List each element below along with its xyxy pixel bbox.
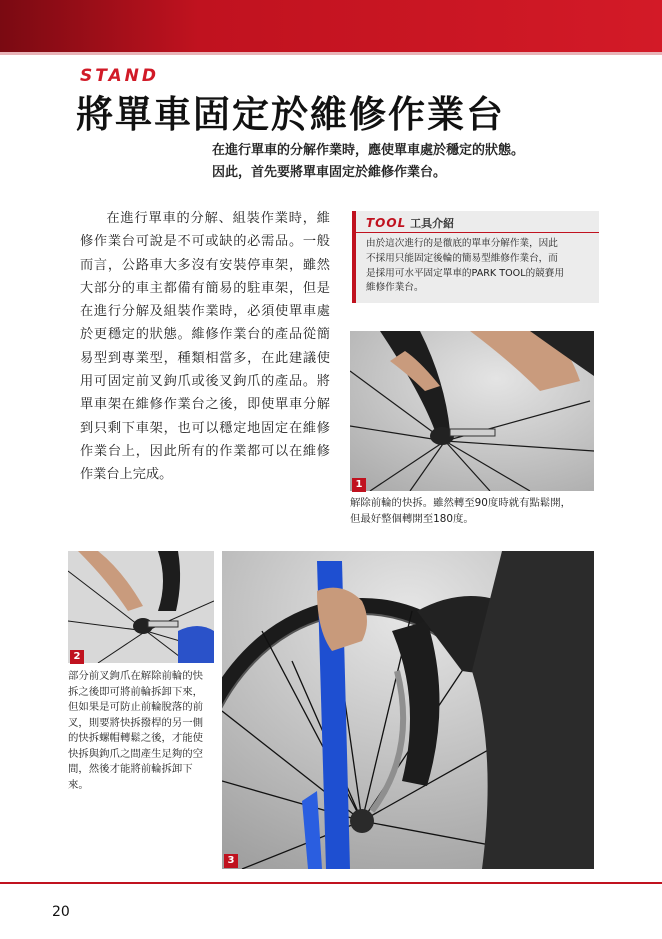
tool-text-line: 不採用只能固定後輪的簡易型維修作業台，而 (366, 252, 558, 264)
photo-step-3 (222, 551, 594, 869)
caption-line: 叉，則要將快拆撥桿的另一側 (68, 716, 204, 729)
tool-text-line: 維修作業台。 (366, 282, 424, 294)
step-number-badge: 2 (70, 650, 84, 664)
photo-step-2 (68, 551, 214, 663)
caption-line: 來。 (68, 778, 89, 791)
caption-line: 部分前叉鉤爪在解除前輪的快 (68, 670, 204, 682)
page-title: 將單車固定於維修作業台 (76, 93, 505, 136)
tool-text-line: 由於這次進行的是徹底的單車分解作業，因此 (366, 238, 558, 249)
page-subtitle (212, 140, 524, 184)
tool-word: TOOL (366, 216, 407, 230)
tool-text-line: 是採用可水平固定單車的PARK TOOL的競賽用 (366, 267, 564, 279)
tool-heading (366, 215, 454, 231)
caption-line: 拆之後即可將前輪拆卸下來， (68, 685, 204, 698)
caption-line: 快拆與鉤爪之間產生足夠的空 (68, 747, 204, 760)
page-number: 20 (52, 904, 70, 920)
step-number-badge: 3 (224, 854, 238, 868)
subtitle-line: 因此，首先要將單車固定於維修作業台。 (212, 165, 447, 180)
tool-divider (356, 232, 599, 233)
caption-line: 的快拆螺帽轉鬆之後，才能使 (68, 732, 204, 744)
step-1-caption (350, 496, 600, 527)
caption-line: 但最好整個轉開至180度。 (350, 512, 474, 525)
footer-rule (0, 882, 662, 884)
section-kicker: STAND (80, 66, 160, 86)
header-band (0, 0, 662, 52)
step-number-badge: 1 (352, 478, 366, 492)
tool-sidebar (352, 211, 599, 303)
tool-text (366, 237, 594, 296)
photo-step-1 (350, 331, 594, 491)
caption-line: 間，然後才能將前輪拆卸下 (68, 763, 193, 775)
step-2-caption (68, 669, 218, 793)
tool-heading-text: 工具介紹 (410, 217, 455, 230)
subtitle-line: 在進行單車的分解作業時，應使單車處於穩定的狀態。 (212, 143, 525, 158)
body-paragraph: 在進行單車的分解、組裝作業時，維修作業台可說是不可或缺的必需品。一般而言，公路車大多沒有安裝停車架，雖然大部分的車主都備有簡易的駐車架，但是在進行分解及組裝作業時，必須使單車處於更穩定的狀態。維修作業台的產品從簡易型到專業型，種類相當多，在此建議使用可固定前叉鉤爪或後叉鉤爪的產品。將單車架在維修作業台之後，即使單車分解到只剩下車架，也可以穩定地固定在維修作業台上，因此所有的作業都可以在維修作業台上完成。 (80, 211, 330, 483)
caption-line: 但如果是可防止前輪脫落的前 (68, 701, 204, 713)
caption-line: 解除前輪的快拆。雖然轉至90度時就有點鬆開， (350, 497, 572, 509)
